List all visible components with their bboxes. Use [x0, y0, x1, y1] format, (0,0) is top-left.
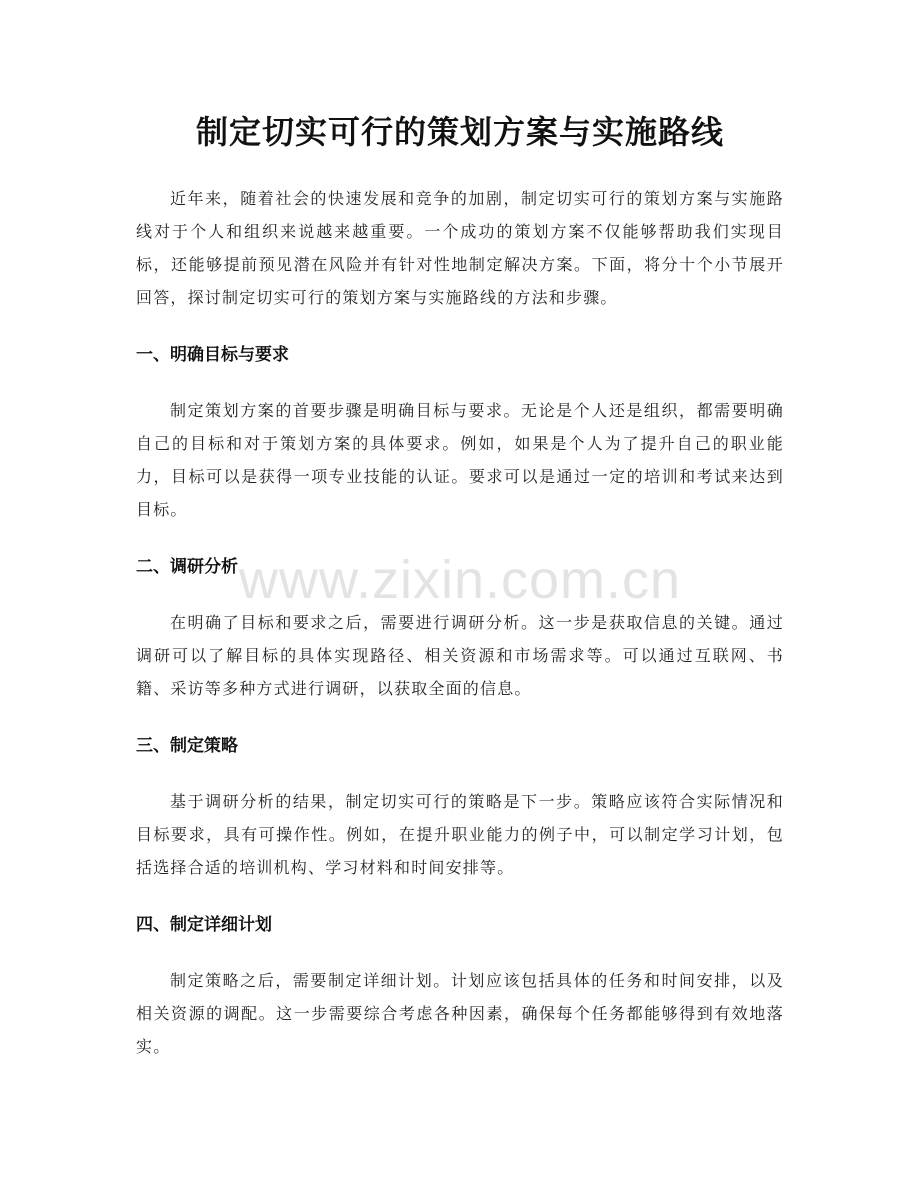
section-paragraph: 制定策划方案的首要步骤是明确目标与要求。无论是个人还是组织，都需要明确自己的目标和对于策划方案的具体要求。例如，如果是个人为了提升自己的职业能力，目标可以是获得一项专业技能的认证。要求可以是通过一定的培训和考试来达到目标。: [136, 401, 784, 519]
section-heading: 二、调研分析: [136, 557, 238, 577]
section-paragraph: 基于调研分析的结果，制定切实可行的策略是下一步。策略应该符合实际情况和目标要求，具有可操作性。例如，在提升职业能力的例子中，可以制定学习计划，包括选择合适的培训机构、学习材料和时间安排等。: [136, 792, 784, 877]
watermark-text: www.zixin.com.cn: [238, 550, 682, 610]
intro-paragraph: 近年来，随着社会的快速发展和竞争的加剧，制定切实可行的策划方案与实施路线对于个人和组织来说越来越重要。一个成功的策划方案不仅能够帮助我们实现目标，还能够提前预见潜在风险并有针对性地制定解决方案。下面，将分十个小节展开回答，探讨制定切实可行的策划方案与实施路线的方法和步骤。: [136, 189, 784, 307]
section-paragraph: 制定策略之后，需要制定详细计划。计划应该包括具体的任务和时间安排，以及相关资源的调配。这一步需要综合考虑各种因素，确保每个任务都能够得到有效地落实。: [136, 971, 784, 1056]
document-body: [136, 182, 784, 1063]
section-heading: 四、制定详细计划: [136, 915, 272, 935]
page-title: 制定切实可行的策划方案与实施路线: [195, 113, 724, 151]
section-heading: 一、明确目标与要求: [136, 345, 289, 365]
section-paragraph: 在明确了目标和要求之后，需要进行调研分析。这一步是获取信息的关键。通过调研可以了解目标的具体实现路径、相关资源和市场需求等。可以通过互联网、书籍、采访等多种方式进行调研，以获取全面的信息。: [136, 613, 784, 698]
section-heading: 三、制定策略: [136, 736, 238, 756]
